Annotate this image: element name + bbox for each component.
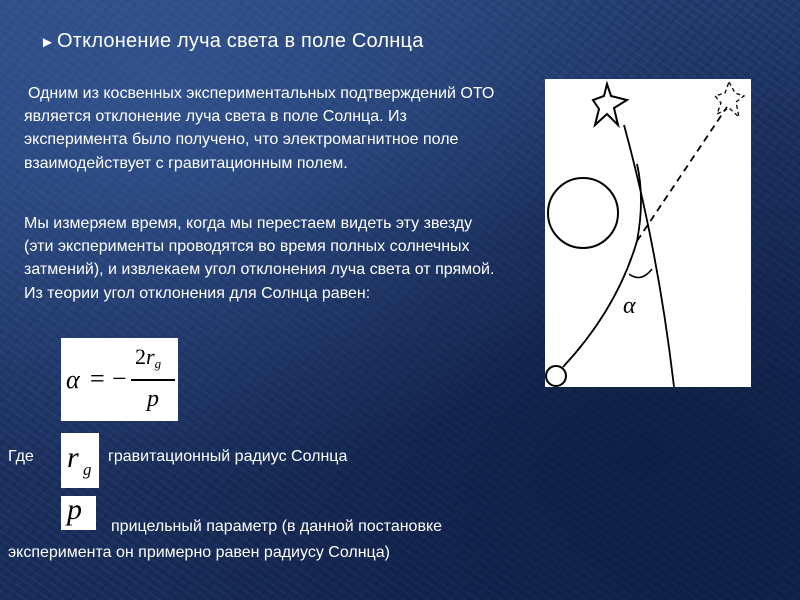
formula-alpha: α bbox=[66, 365, 80, 394]
method-paragraph: Мы измеряем время, когда мы перестаем видеть эту звезду (эти эксперименты проводятся во время полных солнечных затмений), и извлекаем угол отклонения луча света от прямой. Из теории угол отклонения для Солнца равен: bbox=[24, 215, 495, 302]
rg-description: гравитационный радиус Солнца bbox=[108, 448, 348, 465]
deflection-formula bbox=[61, 338, 178, 421]
sun-circle bbox=[548, 178, 618, 248]
star-icon bbox=[593, 84, 627, 125]
p-symbol-box bbox=[61, 493, 96, 530]
apparent-star-icon bbox=[715, 82, 744, 117]
formula-numerator-var: r bbox=[146, 344, 155, 369]
intro-paragraph: Одним из косвенных экспериментальных подтверждений ОТО является отклонение луча света в поле Солнца. Из эксперимента было получено, что электромагнитное поле взаимодействует с гравитационным полем. bbox=[24, 85, 495, 172]
formula-equals: = bbox=[90, 364, 105, 393]
p-description-line1: прицельный параметр (в данной постановке bbox=[111, 518, 443, 535]
angle-arc bbox=[629, 269, 652, 278]
angle-label: α bbox=[623, 293, 636, 319]
formula-numerator-sub: g bbox=[154, 356, 162, 371]
fraction-bar bbox=[131, 379, 175, 381]
title-bullet-icon: ► bbox=[40, 34, 56, 51]
observer-circle bbox=[546, 366, 566, 386]
formula-numerator-coef: 2 bbox=[135, 344, 146, 369]
deflection-diagram-svg bbox=[545, 79, 751, 387]
formula-numerator bbox=[135, 344, 161, 372]
where-label: Где bbox=[8, 448, 34, 465]
formula-denominator: p bbox=[147, 386, 159, 412]
p-symbol: p bbox=[67, 493, 82, 526]
rg-symbol: r bbox=[67, 441, 79, 474]
slide-title bbox=[40, 30, 424, 53]
p-description-line2: эксперимента он примерно равен радиусу Солнца) bbox=[8, 544, 390, 561]
formula-minus: − bbox=[112, 364, 127, 393]
rg-symbol-box bbox=[61, 433, 99, 488]
rg-subscript: g bbox=[83, 460, 92, 479]
apparent-direction-line bbox=[637, 107, 727, 241]
deflection-diagram bbox=[545, 79, 751, 387]
title-text: Отклонение луча света в поле Солнца bbox=[57, 30, 424, 52]
